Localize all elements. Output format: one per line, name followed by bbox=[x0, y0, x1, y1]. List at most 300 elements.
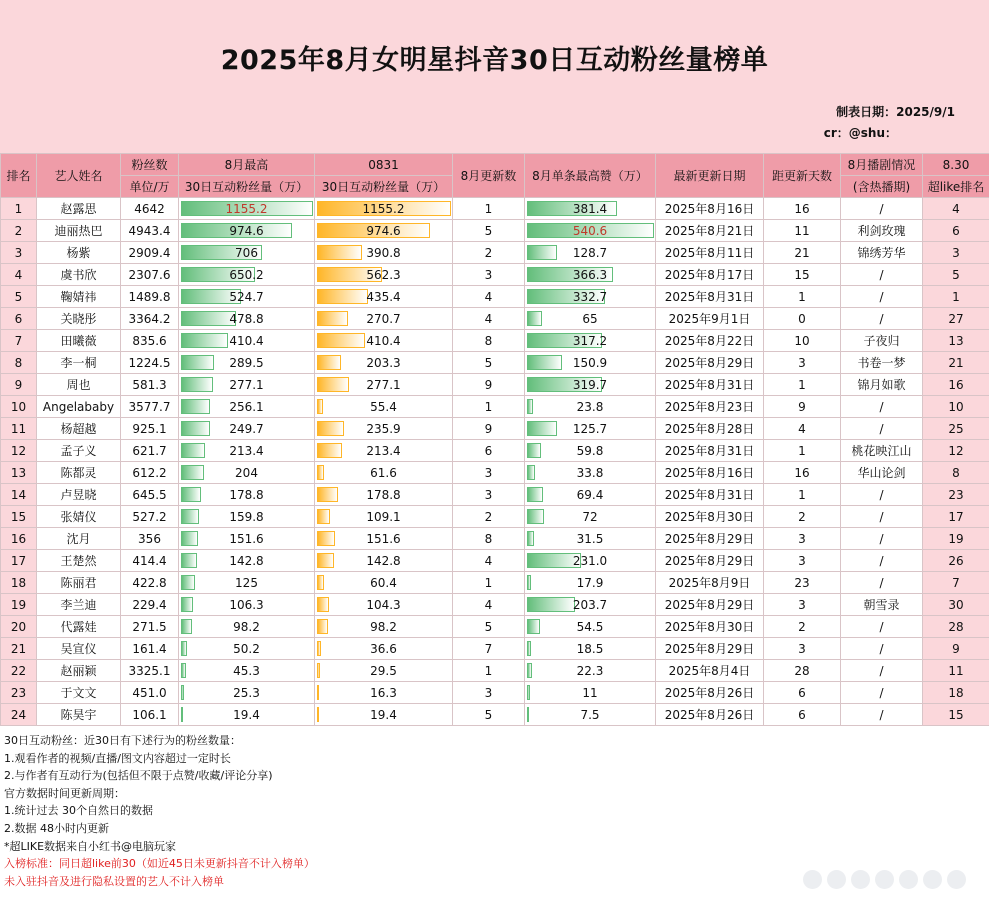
likes-cell bbox=[525, 286, 656, 308]
aug-value: 159.8 bbox=[229, 509, 264, 524]
pager-dot bbox=[827, 870, 846, 889]
d0831-bar bbox=[317, 531, 335, 546]
table-row bbox=[1, 264, 989, 286]
d0831-bar bbox=[317, 641, 321, 656]
table-row bbox=[1, 616, 989, 638]
header-drama: 8月播剧情况 bbox=[841, 154, 923, 176]
latest-date-cell: 2025年8月31日 bbox=[656, 440, 764, 462]
name-cell: 虞书欣 bbox=[37, 264, 121, 286]
likes-bar bbox=[527, 597, 575, 612]
d0831-cell bbox=[315, 682, 453, 704]
header-superlike: 8.30 bbox=[923, 154, 989, 176]
d0831-cell bbox=[315, 550, 453, 572]
days-cell: 2 bbox=[764, 616, 841, 638]
d0831-cell bbox=[315, 264, 453, 286]
latest-date-cell: 2025年8月29日 bbox=[656, 352, 764, 374]
d0831-bar bbox=[317, 487, 338, 502]
latest-date-cell: 2025年8月29日 bbox=[656, 638, 764, 660]
days-cell: 3 bbox=[764, 550, 841, 572]
aug-bar bbox=[181, 487, 201, 502]
pager-dot bbox=[875, 870, 894, 889]
rank-cell: 10 bbox=[1, 396, 37, 418]
aug-cell bbox=[179, 396, 315, 418]
d0831-bar bbox=[317, 245, 362, 260]
aug-value: 478.8 bbox=[229, 311, 264, 326]
likes-cell bbox=[525, 682, 656, 704]
updates-cell: 8 bbox=[453, 330, 525, 352]
likes-value: 18.5 bbox=[576, 641, 604, 656]
likes-cell bbox=[525, 440, 656, 462]
pager-dot bbox=[851, 870, 870, 889]
days-cell: 11 bbox=[764, 220, 841, 242]
updates-cell: 9 bbox=[453, 418, 525, 440]
latest-date-cell: 2025年8月29日 bbox=[656, 550, 764, 572]
header-superlike-sub: 超like排名 bbox=[923, 176, 989, 198]
aug-value: 125 bbox=[235, 575, 258, 590]
d0831-cell bbox=[315, 352, 453, 374]
drama-cell: 桃花映江山 bbox=[841, 440, 923, 462]
name-cell: Angelababy bbox=[37, 396, 121, 418]
name-cell: 王楚然 bbox=[37, 550, 121, 572]
days-cell: 1 bbox=[764, 286, 841, 308]
d0831-cell bbox=[315, 462, 453, 484]
d0831-cell bbox=[315, 374, 453, 396]
drama-cell: 华山论剑 bbox=[841, 462, 923, 484]
rank-cell: 1 bbox=[1, 198, 37, 220]
d0831-value: 1155.2 bbox=[362, 201, 405, 216]
aug-value: 50.2 bbox=[233, 641, 260, 656]
superlike-cell: 7 bbox=[923, 572, 989, 594]
latest-date-cell: 2025年8月29日 bbox=[656, 594, 764, 616]
rank-cell: 11 bbox=[1, 418, 37, 440]
d0831-cell bbox=[315, 440, 453, 462]
likes-cell bbox=[525, 704, 656, 726]
d0831-cell bbox=[315, 660, 453, 682]
d0831-value: 55.4 bbox=[370, 399, 397, 414]
drama-cell: / bbox=[841, 418, 923, 440]
d0831-value: 270.7 bbox=[366, 311, 401, 326]
likes-value: 128.7 bbox=[572, 245, 608, 260]
likes-bar bbox=[527, 531, 534, 546]
likes-cell bbox=[525, 220, 656, 242]
likes-value: 33.8 bbox=[576, 465, 604, 480]
updates-cell: 4 bbox=[453, 286, 525, 308]
aug-bar bbox=[181, 421, 210, 436]
latest-date-cell: 2025年8月31日 bbox=[656, 286, 764, 308]
aug-cell bbox=[179, 286, 315, 308]
latest-date-cell: 2025年8月31日 bbox=[656, 374, 764, 396]
aug-bar bbox=[181, 443, 205, 458]
note-line: 1.统计过去 30个自然日的数据 bbox=[4, 804, 153, 818]
note-entry-criteria: 入榜标准：同日超like前30（如近45日未更新抖音不计入榜单） bbox=[4, 857, 315, 871]
latest-date-cell: 2025年8月16日 bbox=[656, 462, 764, 484]
note-line: 2.数据 48小时内更新 bbox=[4, 821, 109, 835]
d0831-cell bbox=[315, 616, 453, 638]
aug-bar bbox=[181, 619, 192, 634]
fans-cell: 3577.7 bbox=[121, 396, 179, 418]
d0831-bar bbox=[317, 553, 334, 568]
aug-value: 98.2 bbox=[233, 619, 260, 634]
table-row bbox=[1, 550, 989, 572]
table-row bbox=[1, 418, 989, 440]
likes-cell bbox=[525, 396, 656, 418]
updates-cell: 1 bbox=[453, 660, 525, 682]
d0831-value: 974.6 bbox=[366, 223, 401, 238]
d0831-bar bbox=[317, 597, 329, 612]
aug-cell bbox=[179, 220, 315, 242]
d0831-value: 61.6 bbox=[370, 465, 397, 480]
likes-cell bbox=[525, 308, 656, 330]
fans-cell: 612.2 bbox=[121, 462, 179, 484]
d0831-cell bbox=[315, 638, 453, 660]
aug-value: 974.6 bbox=[229, 223, 264, 238]
rank-cell: 14 bbox=[1, 484, 37, 506]
fans-cell: 645.5 bbox=[121, 484, 179, 506]
d0831-bar bbox=[317, 707, 319, 722]
likes-value: 11 bbox=[582, 685, 598, 700]
aug-cell bbox=[179, 440, 315, 462]
d0831-value: 16.3 bbox=[370, 685, 397, 700]
days-cell: 1 bbox=[764, 484, 841, 506]
aug-cell bbox=[179, 704, 315, 726]
superlike-cell: 30 bbox=[923, 594, 989, 616]
likes-cell bbox=[525, 528, 656, 550]
aug-value: 256.1 bbox=[229, 399, 264, 414]
latest-date-cell: 2025年8月11日 bbox=[656, 242, 764, 264]
rank-cell: 2 bbox=[1, 220, 37, 242]
days-cell: 15 bbox=[764, 264, 841, 286]
d0831-cell bbox=[315, 594, 453, 616]
likes-value: 540.6 bbox=[572, 223, 608, 238]
days-cell: 9 bbox=[764, 396, 841, 418]
name-cell: 陈丽君 bbox=[37, 572, 121, 594]
note-line: *超LIKE数据来自小红书@电脑玩家 bbox=[4, 839, 177, 853]
likes-value: 17.9 bbox=[576, 575, 604, 590]
page-title: 2025年8月女明星抖音30日互动粉丝量榜单 bbox=[220, 45, 769, 76]
likes-bar bbox=[527, 509, 544, 524]
note-line: 2.与作者有互动行为(包括但不限于点赞/收藏/评论分享) bbox=[4, 769, 273, 783]
d0831-value: 36.6 bbox=[370, 641, 397, 656]
table-row bbox=[1, 572, 989, 594]
aug-bar bbox=[181, 553, 197, 568]
table-row bbox=[1, 462, 989, 484]
likes-bar bbox=[527, 619, 540, 634]
rank-cell: 18 bbox=[1, 572, 37, 594]
likes-bar bbox=[527, 465, 535, 480]
d0831-cell bbox=[315, 220, 453, 242]
rank-cell: 21 bbox=[1, 638, 37, 660]
table-row bbox=[1, 352, 989, 374]
likes-value: 317.2 bbox=[572, 333, 608, 348]
fans-cell: 527.2 bbox=[121, 506, 179, 528]
likes-cell bbox=[525, 638, 656, 660]
likes-value: 332.7 bbox=[572, 289, 608, 304]
d0831-cell bbox=[315, 198, 453, 220]
days-cell: 3 bbox=[764, 528, 841, 550]
d0831-value: 235.9 bbox=[366, 421, 401, 436]
name-cell: 赵丽颖 bbox=[37, 660, 121, 682]
d0831-value: 203.3 bbox=[366, 355, 401, 370]
likes-value: 23.8 bbox=[576, 399, 604, 414]
pager-dot bbox=[923, 870, 942, 889]
d0831-value: 151.6 bbox=[366, 531, 401, 546]
d0831-value: 277.1 bbox=[366, 377, 401, 392]
days-cell: 21 bbox=[764, 242, 841, 264]
d0831-bar bbox=[317, 465, 324, 480]
aug-cell bbox=[179, 418, 315, 440]
drama-cell: 锦月如歌 bbox=[841, 374, 923, 396]
d0831-bar bbox=[317, 619, 328, 634]
likes-cell bbox=[525, 330, 656, 352]
likes-value: 125.7 bbox=[572, 421, 608, 436]
d0831-value: 98.2 bbox=[370, 619, 397, 634]
table-row bbox=[1, 528, 989, 550]
updates-cell: 4 bbox=[453, 308, 525, 330]
note-line: 官方数据时间更新周期： bbox=[4, 786, 125, 800]
superlike-cell: 18 bbox=[923, 682, 989, 704]
d0831-value: 60.4 bbox=[370, 575, 397, 590]
drama-cell: / bbox=[841, 396, 923, 418]
aug-cell bbox=[179, 660, 315, 682]
d0831-value: 29.5 bbox=[370, 663, 397, 678]
superlike-cell: 13 bbox=[923, 330, 989, 352]
latest-date-cell: 2025年8月9日 bbox=[656, 572, 764, 594]
name-cell: 迪丽热巴 bbox=[37, 220, 121, 242]
d0831-cell bbox=[315, 418, 453, 440]
aug-cell bbox=[179, 374, 315, 396]
d0831-bar bbox=[317, 509, 330, 524]
drama-cell: / bbox=[841, 638, 923, 660]
fans-cell: 106.1 bbox=[121, 704, 179, 726]
table-row bbox=[1, 220, 989, 242]
drama-cell: / bbox=[841, 264, 923, 286]
table-body bbox=[1, 198, 989, 726]
likes-value: 31.5 bbox=[576, 531, 604, 546]
d0831-value: 104.3 bbox=[366, 597, 401, 612]
likes-cell bbox=[525, 616, 656, 638]
updates-cell: 4 bbox=[453, 550, 525, 572]
aug-bar bbox=[181, 399, 210, 414]
fans-cell: 451.0 bbox=[121, 682, 179, 704]
name-cell: 赵露思 bbox=[37, 198, 121, 220]
latest-date-cell: 2025年8月22日 bbox=[656, 330, 764, 352]
aug-cell bbox=[179, 242, 315, 264]
latest-date-cell: 2025年9月1日 bbox=[656, 308, 764, 330]
name-cell: 周也 bbox=[37, 374, 121, 396]
likes-cell bbox=[525, 506, 656, 528]
superlike-cell: 19 bbox=[923, 528, 989, 550]
fans-cell: 621.7 bbox=[121, 440, 179, 462]
aug-bar bbox=[181, 641, 187, 656]
d0831-bar bbox=[317, 685, 319, 700]
superlike-cell: 6 bbox=[923, 220, 989, 242]
drama-cell: / bbox=[841, 198, 923, 220]
likes-value: 22.3 bbox=[576, 663, 604, 678]
rank-cell: 15 bbox=[1, 506, 37, 528]
superlike-cell: 8 bbox=[923, 462, 989, 484]
aug-value: 650.2 bbox=[229, 267, 264, 282]
updates-cell: 3 bbox=[453, 484, 525, 506]
likes-value: 381.4 bbox=[572, 201, 608, 216]
header-updates: 8月更新数 bbox=[453, 154, 525, 198]
drama-cell: / bbox=[841, 528, 923, 550]
likes-bar bbox=[527, 399, 533, 414]
aug-bar bbox=[181, 531, 198, 546]
likes-bar bbox=[527, 685, 530, 700]
aug-bar bbox=[181, 333, 228, 348]
table-row bbox=[1, 484, 989, 506]
table-row bbox=[1, 308, 989, 330]
rank-cell: 20 bbox=[1, 616, 37, 638]
table-row bbox=[1, 638, 989, 660]
d0831-cell bbox=[315, 286, 453, 308]
table-row bbox=[1, 506, 989, 528]
note-exclusion: 未入驻抖音及进行隐私设置的艺人不计入榜单 bbox=[4, 874, 224, 888]
fans-cell: 2909.4 bbox=[121, 242, 179, 264]
fans-cell: 925.1 bbox=[121, 418, 179, 440]
fans-cell: 4642 bbox=[121, 198, 179, 220]
aug-bar bbox=[181, 377, 213, 392]
aug-bar bbox=[181, 663, 186, 678]
updates-cell: 3 bbox=[453, 264, 525, 286]
name-cell: 沈月 bbox=[37, 528, 121, 550]
updates-cell: 6 bbox=[453, 440, 525, 462]
d0831-bar bbox=[317, 421, 344, 436]
days-cell: 16 bbox=[764, 462, 841, 484]
d0831-bar bbox=[317, 311, 348, 326]
table-row bbox=[1, 330, 989, 352]
rank-cell: 5 bbox=[1, 286, 37, 308]
d0831-value: 109.1 bbox=[366, 509, 401, 524]
rank-cell: 7 bbox=[1, 330, 37, 352]
superlike-cell: 11 bbox=[923, 660, 989, 682]
fans-cell: 356 bbox=[121, 528, 179, 550]
aug-cell bbox=[179, 594, 315, 616]
table-row bbox=[1, 374, 989, 396]
header-aug-sub: 30日互动粉丝量（万） bbox=[179, 176, 315, 198]
aug-value: 410.4 bbox=[229, 333, 264, 348]
updates-cell: 1 bbox=[453, 198, 525, 220]
superlike-cell: 21 bbox=[923, 352, 989, 374]
latest-date-cell: 2025年8月29日 bbox=[656, 528, 764, 550]
rank-cell: 24 bbox=[1, 704, 37, 726]
d0831-value: 410.4 bbox=[366, 333, 401, 348]
drama-cell: / bbox=[841, 572, 923, 594]
superlike-cell: 4 bbox=[923, 198, 989, 220]
aug-value: 204 bbox=[235, 465, 258, 480]
fans-cell: 835.6 bbox=[121, 330, 179, 352]
likes-value: 54.5 bbox=[576, 619, 604, 634]
name-cell: 李兰迪 bbox=[37, 594, 121, 616]
days-cell: 3 bbox=[764, 638, 841, 660]
d0831-value: 213.4 bbox=[366, 443, 401, 458]
latest-date-cell: 2025年8月28日 bbox=[656, 418, 764, 440]
rank-cell: 17 bbox=[1, 550, 37, 572]
updates-cell: 3 bbox=[453, 462, 525, 484]
aug-cell bbox=[179, 352, 315, 374]
superlike-cell: 23 bbox=[923, 484, 989, 506]
d0831-bar bbox=[317, 443, 342, 458]
fans-cell: 581.3 bbox=[121, 374, 179, 396]
likes-value: 69.4 bbox=[576, 487, 604, 502]
header-days: 距更新天数 bbox=[764, 154, 841, 198]
latest-date-cell: 2025年8月30日 bbox=[656, 616, 764, 638]
header-rank: 排名 bbox=[1, 154, 37, 198]
aug-value: 178.8 bbox=[229, 487, 264, 502]
d0831-cell bbox=[315, 242, 453, 264]
aug-bar bbox=[181, 685, 184, 700]
aug-cell bbox=[179, 484, 315, 506]
superlike-cell: 9 bbox=[923, 638, 989, 660]
fans-cell: 4943.4 bbox=[121, 220, 179, 242]
footnotes bbox=[4, 732, 315, 890]
likes-value: 203.7 bbox=[572, 597, 608, 612]
drama-cell: 利剑玫瑰 bbox=[841, 220, 923, 242]
aug-cell bbox=[179, 462, 315, 484]
pager-dot bbox=[947, 870, 966, 889]
rank-cell: 16 bbox=[1, 528, 37, 550]
likes-bar bbox=[527, 663, 532, 678]
likes-cell bbox=[525, 418, 656, 440]
days-cell: 3 bbox=[764, 594, 841, 616]
pager-dot bbox=[803, 870, 822, 889]
likes-value: 319.7 bbox=[572, 377, 608, 392]
superlike-cell: 10 bbox=[923, 396, 989, 418]
updates-cell: 5 bbox=[453, 220, 525, 242]
updates-cell: 1 bbox=[453, 572, 525, 594]
name-cell: 陈昊宇 bbox=[37, 704, 121, 726]
aug-bar bbox=[181, 509, 199, 524]
rank-cell: 22 bbox=[1, 660, 37, 682]
rank-cell: 13 bbox=[1, 462, 37, 484]
fans-cell: 271.5 bbox=[121, 616, 179, 638]
aug-cell bbox=[179, 198, 315, 220]
aug-value: 45.3 bbox=[233, 663, 260, 678]
likes-cell bbox=[525, 352, 656, 374]
aug-value: 25.3 bbox=[233, 685, 260, 700]
image-pager-dots bbox=[803, 870, 971, 893]
superlike-cell: 17 bbox=[923, 506, 989, 528]
days-cell: 23 bbox=[764, 572, 841, 594]
updates-cell: 1 bbox=[453, 396, 525, 418]
d0831-value: 390.8 bbox=[366, 245, 401, 260]
likes-bar bbox=[527, 443, 541, 458]
days-cell: 6 bbox=[764, 682, 841, 704]
d0831-bar bbox=[317, 289, 368, 304]
rank-cell: 12 bbox=[1, 440, 37, 462]
likes-value: 59.8 bbox=[576, 443, 604, 458]
drama-cell: / bbox=[841, 484, 923, 506]
header-latest: 最新更新日期 bbox=[656, 154, 764, 198]
aug-value: 277.1 bbox=[229, 377, 264, 392]
table-row bbox=[1, 704, 989, 726]
likes-cell bbox=[525, 572, 656, 594]
header-name: 艺人姓名 bbox=[37, 154, 121, 198]
fans-cell: 229.4 bbox=[121, 594, 179, 616]
updates-cell: 5 bbox=[453, 704, 525, 726]
days-cell: 1 bbox=[764, 374, 841, 396]
d0831-cell bbox=[315, 572, 453, 594]
d0831-bar bbox=[317, 575, 324, 590]
note-line: 1.观看作者的视频/直播/图文内容超过一定时长 bbox=[4, 751, 231, 765]
likes-cell bbox=[525, 660, 656, 682]
aug-cell bbox=[179, 506, 315, 528]
d0831-cell bbox=[315, 528, 453, 550]
drama-cell: / bbox=[841, 704, 923, 726]
name-cell: 张婧仪 bbox=[37, 506, 121, 528]
likes-value: 150.9 bbox=[572, 355, 608, 370]
d0831-cell bbox=[315, 308, 453, 330]
